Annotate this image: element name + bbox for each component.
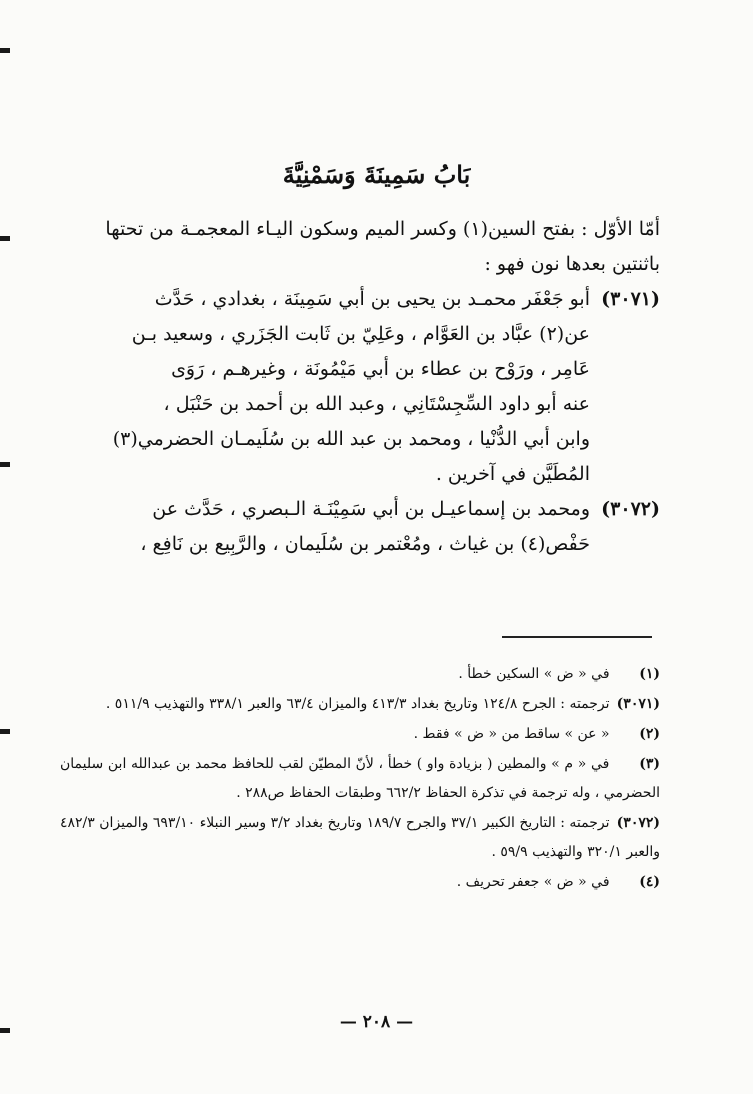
chapter-heading: بَابُ سَمِينَةَ وَسَمْنِيَّةَ <box>282 160 471 189</box>
footnote <box>60 750 660 808</box>
footnotes <box>60 660 660 898</box>
page-number: — ٢٠٨ — <box>339 1012 414 1032</box>
entry-line: عنه أبو داود السِّجِسْتَانِي ، وعبد الله بن أحمد بن حَنْبَل ، <box>163 393 590 415</box>
entry-text <box>60 492 590 562</box>
footnote <box>60 690 660 719</box>
entry-line: المُطَيَّن في آخرين . <box>435 463 590 485</box>
footnote <box>60 868 660 897</box>
intro-line: أمّا الأوّل : بفتح السين(١) وكسر الميم وسكون اليـاء المعجمـة من تحتها <box>105 218 660 240</box>
footnote-marker: (٣) <box>639 756 660 772</box>
entry-line: حَفْص(٤) بن غياث ، ومُعْتمر بن سُلَيمان ، والرَّبِيع بن نَافِع ، <box>140 533 590 555</box>
entry-3071 <box>60 282 660 492</box>
footnote-text: ترجمته : التاريخ الكبير ٣٧/١ والجرح ١٨٩/٧ وتاريخ بغداد ٣/٢ وسير النبلاء ٦٩٣/١٠ والميزان ٤٨٢/٣ والعبر ٣٢٠/١ والتهذيب ٥٩/٩ . <box>60 815 660 860</box>
footnote-marker: (٤) <box>639 874 660 890</box>
footnote-marker: (٣٠٧١) <box>616 696 660 712</box>
entry-line: ومحمد بن إسماعيـل بن أبي سَمِيْنَـة الـبصري ، حَدَّث عن <box>152 498 590 520</box>
entry-3072 <box>60 492 660 562</box>
entry-line: وابن أبي الدُّنْيا ، ومحمد بن عبد الله بن سُلَيمـان الحضرمي(٣) <box>112 428 590 450</box>
entry-text <box>60 282 590 492</box>
footnote-divider <box>502 636 652 638</box>
footnote-text: « عن » ساقط من « ض » فقط . <box>413 726 610 742</box>
footnote-marker: (٣٠٧٢) <box>616 815 660 831</box>
entry-number: (٣٠٧٢) <box>601 498 660 520</box>
footnote-text: في « ض » السكين خطأ . <box>458 666 610 682</box>
footnote-text: ترجمته : الجرح ١٢٤/٨ وتاريخ بغداد ٤١٣/٣ والميزان ٦٣/٤ والعبر ٣٣٨/١ والتهذيب ٥١١/٩ . <box>105 696 610 712</box>
footnote-text: في « ض » جعفر تحريف . <box>456 874 610 890</box>
intro-line: باثنتين بعدها نون فهو : <box>484 253 660 275</box>
footnote-text: في « م » والمطين ( بزيادة واو ) خطأ ، لأنّ المطيّن لقب للحافظ محمد بن عبدالله ابن سليمان الحضرمي ، وله ترجمة في تذكرة الحفاظ ٦٦٢/٢ وطبقات الحفاظ ص٢٨٨ . <box>60 756 660 801</box>
entry-number: (٣٠٧١) <box>601 288 660 310</box>
page-edge-mark <box>0 236 10 241</box>
footnote <box>60 720 660 749</box>
footnote <box>60 660 660 689</box>
footnote <box>60 809 660 867</box>
footnote-marker: (١) <box>639 666 660 682</box>
main-text <box>60 212 660 562</box>
footnote-marker: (٢) <box>639 726 660 742</box>
page-edge-mark <box>0 462 10 467</box>
entry-line: أبو جَعْفَر محمـد بن يحيى بن أبي سَمِينَة ، بغدادي ، حَدَّث <box>154 288 590 310</box>
entry-line: عن(٢) عبَّاد بن العَوَّام ، وعَلِيّ بن ثَابت الجَزَري ، وسعيد بـن <box>131 323 590 345</box>
page-edge-mark <box>0 48 10 53</box>
page-edge-mark <box>0 729 10 734</box>
entry-line: عَامِر ، ورَوْح بن عطاء بن أبي مَيْمُونَة ، وغيرهـم ، رَوَى <box>171 358 590 380</box>
